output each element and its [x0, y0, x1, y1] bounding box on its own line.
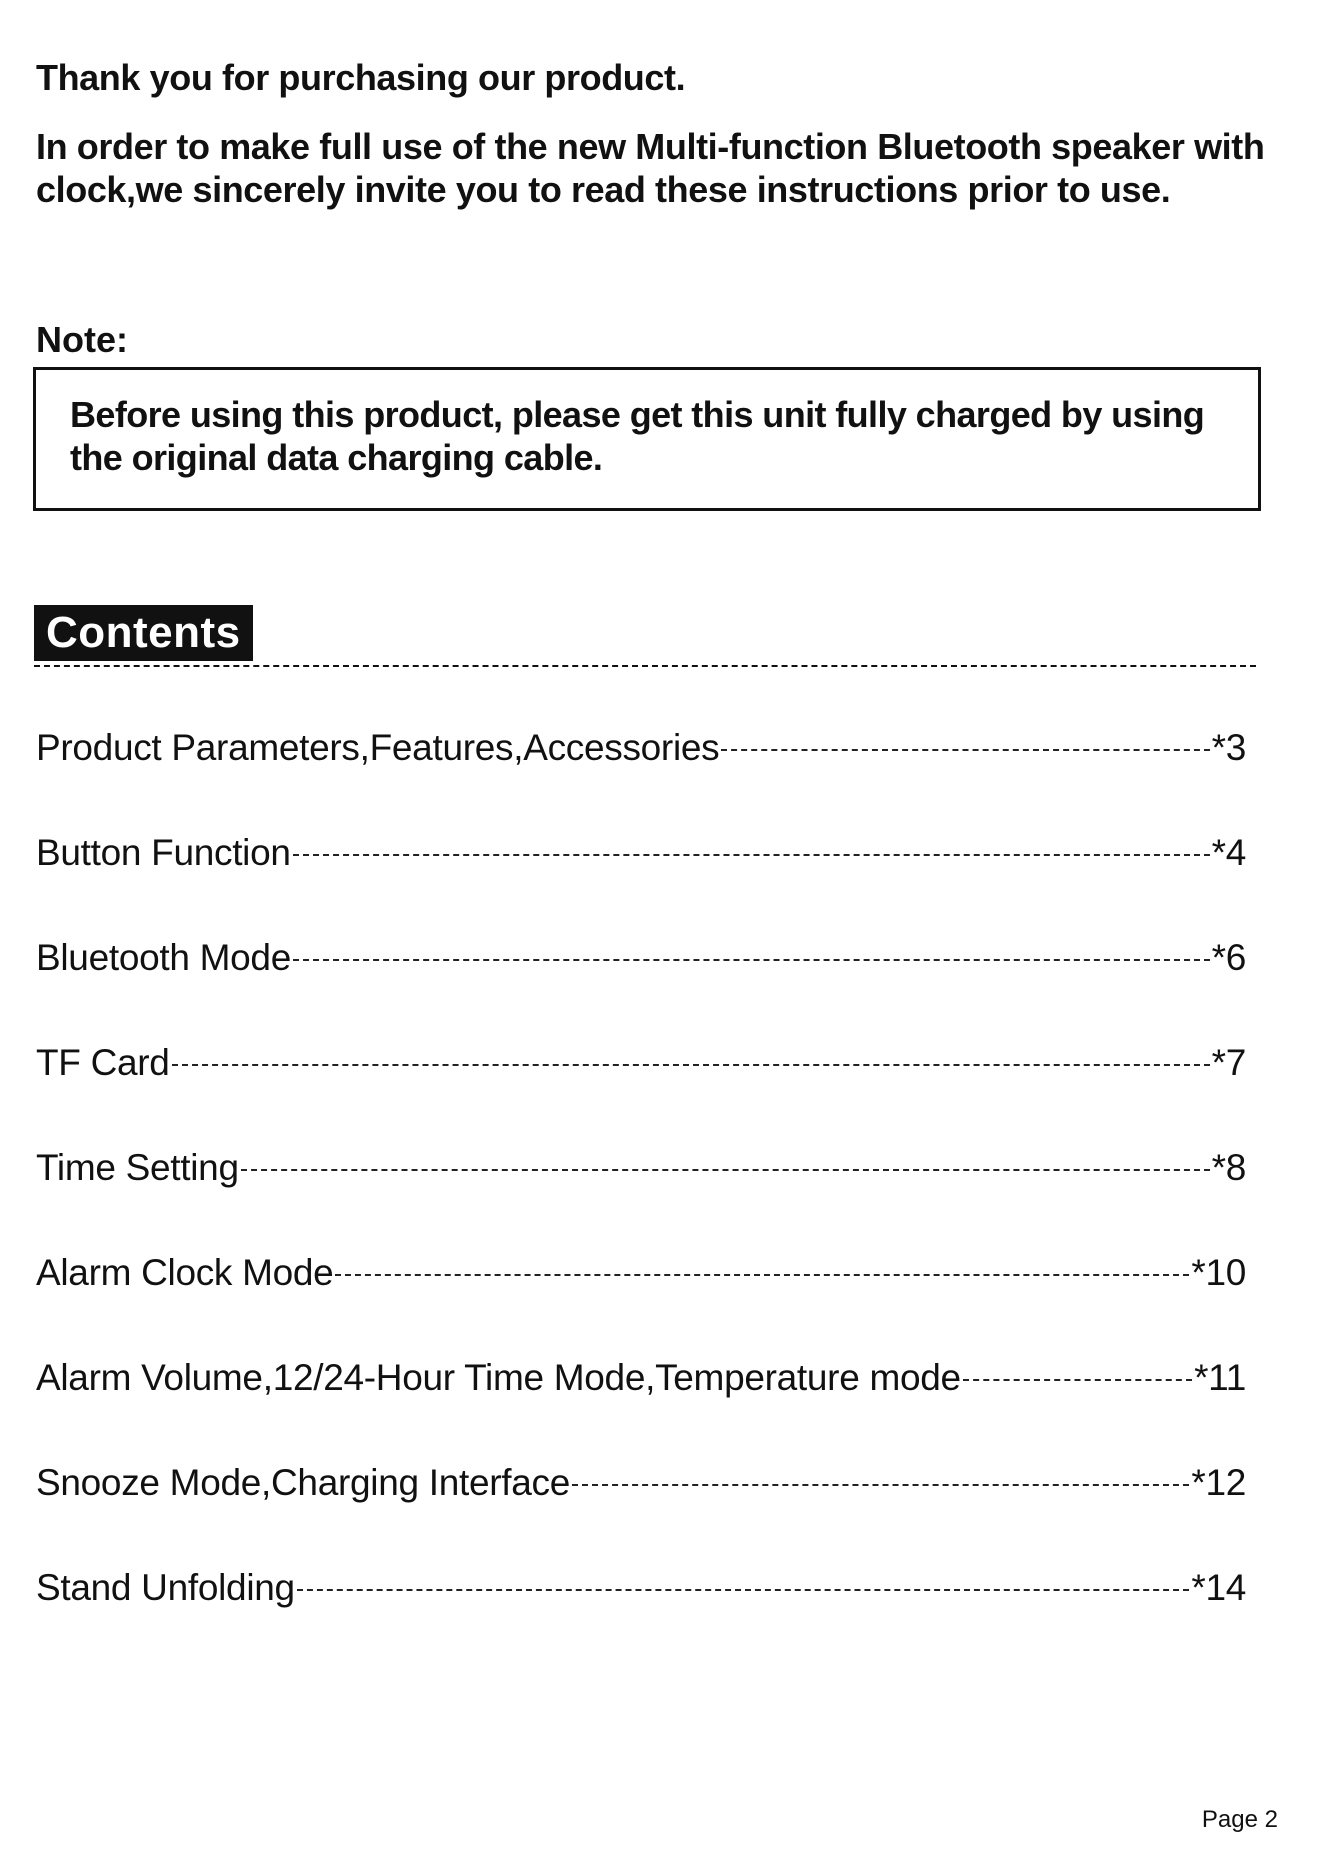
- contents-divider: [34, 665, 1256, 667]
- note-text: Before using this product, please get this unit fully charged by using the original data charging cable.: [70, 394, 1205, 478]
- toc-item-page: *7: [1211, 1042, 1246, 1083]
- toc-item[interactable]: [36, 1033, 1246, 1138]
- toc-item-title: Product Parameters,Features,Accessories: [36, 727, 720, 768]
- toc-item[interactable]: [36, 1453, 1246, 1558]
- toc-item[interactable]: [36, 928, 1246, 1033]
- toc-leader: [721, 749, 1209, 751]
- toc-item-page: *4: [1211, 832, 1246, 873]
- intro-thanks-text: Thank you for purchasing our product.: [36, 57, 686, 98]
- toc-leader: [293, 959, 1210, 961]
- toc-item-title: Stand Unfolding: [36, 1567, 295, 1608]
- intro-instructions-text: In order to make full use of the new Multi-function Bluetooth speaker with clock,we sincerely invite you to read these instructions prior to use.: [36, 126, 1265, 210]
- toc-item-page: *6: [1211, 937, 1246, 978]
- toc-leader: [172, 1064, 1210, 1066]
- toc-leader: [963, 1379, 1192, 1381]
- contents-heading: Contents: [34, 605, 253, 661]
- toc-item-title: Alarm Volume,12/24-Hour Time Mode,Temperature mode: [36, 1357, 961, 1398]
- toc-item-page: *3: [1211, 727, 1246, 768]
- toc-item-page: *14: [1191, 1567, 1246, 1608]
- toc-item-page: *11: [1194, 1357, 1246, 1398]
- toc-leader: [335, 1274, 1189, 1276]
- toc-item[interactable]: [36, 823, 1246, 928]
- intro-section: [36, 56, 1296, 211]
- toc-item-title: Snooze Mode,Charging Interface: [36, 1462, 571, 1503]
- toc-item[interactable]: [36, 718, 1246, 823]
- toc-item-title: Button Function: [36, 832, 291, 873]
- toc-item[interactable]: [36, 1558, 1246, 1663]
- toc-item[interactable]: [36, 1348, 1246, 1453]
- toc-item-page: *8: [1211, 1147, 1246, 1188]
- toc-item-page: *12: [1191, 1462, 1246, 1503]
- toc-item[interactable]: [36, 1243, 1246, 1348]
- toc-leader: [297, 1589, 1190, 1591]
- toc-item-title: TF Card: [36, 1042, 170, 1083]
- toc-item-page: *10: [1191, 1252, 1246, 1293]
- toc-item[interactable]: [36, 1138, 1246, 1243]
- toc-leader: [572, 1484, 1189, 1486]
- toc-item-title: Alarm Clock Mode: [36, 1252, 334, 1293]
- toc-item-title: Bluetooth Mode: [36, 937, 291, 978]
- toc-leader: [241, 1169, 1210, 1171]
- note-box: [33, 367, 1261, 511]
- page-number: Page 2: [1201, 1806, 1278, 1833]
- note-label: Note:: [36, 319, 128, 360]
- table-of-contents: [36, 718, 1246, 1663]
- toc-leader: [293, 854, 1210, 856]
- toc-item-title: Time Setting: [36, 1147, 239, 1188]
